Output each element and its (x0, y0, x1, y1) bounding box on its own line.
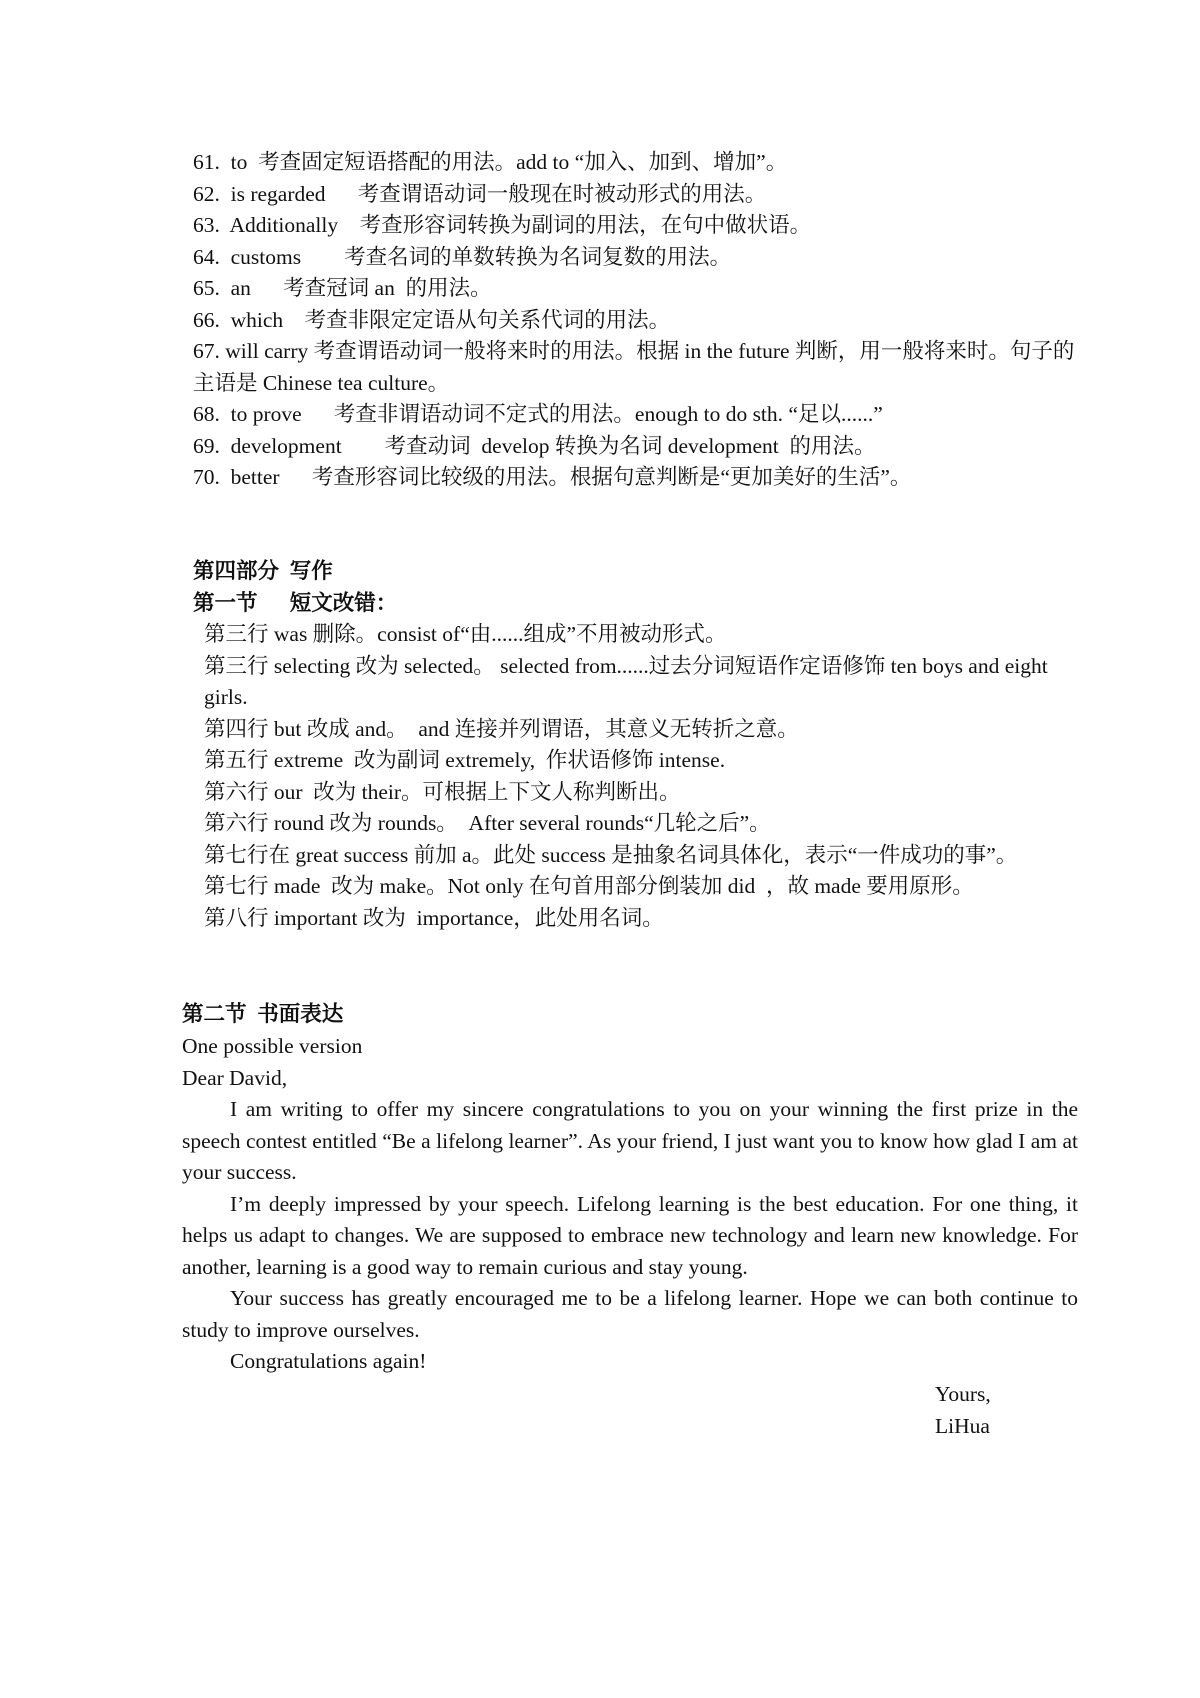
correction-item: 第三行 was 删除。consist of“由......组成”不用被动形式。 (204, 622, 727, 646)
section2-title: 第二节 书面表达 (182, 1002, 344, 1026)
part4-title: 第四部分 写作 (193, 559, 333, 583)
correction-item: 第四行 but 改成 and。 and 连接并列谓语，其意义无转折之意。 (204, 716, 799, 741)
correction-item: 第八行 important 改为 importance，此处用名词。 (204, 905, 664, 930)
answer-item-68: 68. to prove 考查非谓语动词不定式的用法。enough to do sth. “足以......” (193, 402, 883, 426)
answer-item-66: 66. which 考查非限定定语从句关系代词的用法。 (193, 307, 671, 332)
correction-item: 第七行 made 改为 make。Not only 在句首用部分倒装加 did ，故 made 要用原形。 (204, 874, 974, 898)
letter-paragraph: I am writing to offer my sincere congratulations to you on your winning the first prize in the speech contest entitled “Be a lifelong learner”. As your friend, I just want you to know how glad I am at your success. (182, 1097, 1078, 1184)
answer-item-65: 65. an 考查冠词 an 的用法。 (193, 276, 492, 300)
letter-signoff (935, 1379, 991, 1442)
answer-item-63: 63. Additionally 考查形容词转换为副词的用法，在句中做状语。 (193, 213, 812, 237)
correction-item: 第六行 round 改为 rounds。 After several rounds“几轮之后”。 (204, 811, 771, 835)
section1-title: 第一节 短文改错： (193, 590, 398, 615)
letter-signature: LiHua (935, 1413, 990, 1438)
answer-item-62: 62. is regarded 考查谓语动词一般现在时被动形式的用法。 (193, 181, 767, 206)
letter-paragraph: Your success has greatly encouraged me to be a lifelong learner. Hope we can both continue to study to improve ourselves. (182, 1286, 1078, 1342)
letter-closing: Yours, (935, 1382, 991, 1406)
letter-paragraph: Congratulations again! (230, 1349, 427, 1373)
correction-item: 第三行 selecting 改为 selected。 selected from......过去分词短语作定语修饰 ten boys and eight girls. (204, 653, 1048, 709)
answer-list (193, 147, 1078, 494)
answer-item-61: 61. to 考查固定短语搭配的用法。add to “加入、加到、增加”。 (193, 150, 788, 174)
correction-item: 第七行在 great success 前加 a。此处 success 是抽象名词具体化，表示“一件成功的事”。 (204, 842, 1018, 867)
part4-header (193, 556, 1078, 619)
sample-letter (182, 1031, 1078, 1378)
answer-item-69: 69. development 考查动词 develop 转换为名词 development 的用法。 (193, 433, 876, 458)
answer-item-70: 70. better 考查形容词比较级的用法。根据句意判断是“更加美好的生活”。 (193, 465, 912, 489)
answer-item-64: 64. customs 考查名词的单数转换为名词复数的用法。 (193, 244, 732, 269)
correction-list (204, 619, 1078, 934)
version-label: One possible version (182, 1034, 363, 1058)
correction-item: 第六行 our 改为 their。可根据上下文人称判断出。 (204, 779, 681, 804)
answer-item-67: 67. will carry 考查谓语动词一般将来时的用法。根据 in the future 判断，用一般将来时。句子的主语是 Chinese tea culture。 (193, 339, 1075, 395)
letter-paragraph: I’m deeply impressed by your speech. Lifelong learning is the best education. For one thing, it helps us adapt to changes. We are supposed to embrace new technology and learn new knowledge. For another, learning is a good way to remain curious and stay young. (182, 1191, 1078, 1279)
correction-item: 第五行 extreme 改为副词 extremely, 作状语修饰 intense. (204, 748, 726, 772)
letter-salutation: Dear David, (182, 1065, 288, 1090)
